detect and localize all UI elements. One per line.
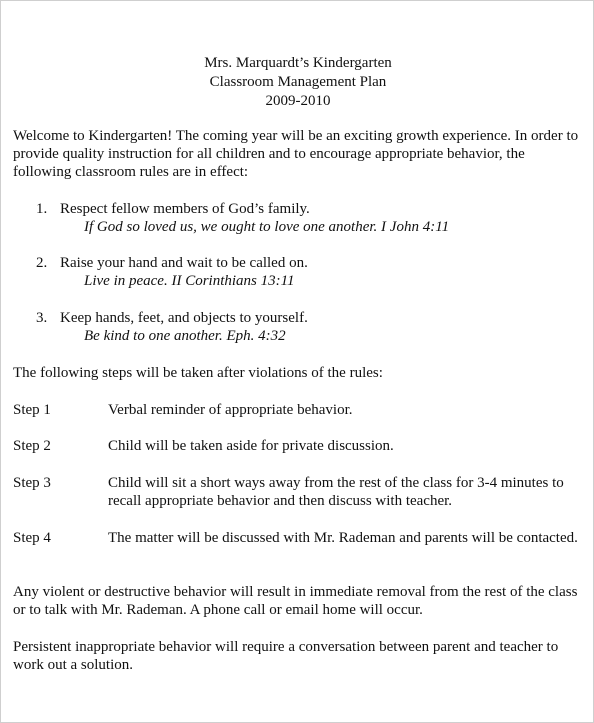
header-school-name: Mrs. Marquardt’s Kindergarten [204, 55, 392, 71]
rule-1-text: Respect fellow members of God’s family. [60, 201, 310, 217]
persistent-behavior-note: Persistent inappropriate behavior will require a conversation between parent and teacher to work out a solution. [13, 639, 559, 673]
violent-behavior-note: Any violent or destructive behavior will result in immediate removal from the rest of the class or to talk with Mr. Rademan. A phone call or email home will occur. [13, 584, 578, 618]
rule-1-number: 1. [36, 201, 48, 217]
step-4-label: Step 4 [13, 530, 51, 546]
step-3-label: Step 3 [13, 475, 51, 491]
rule-3-verse: Be kind to one another. Eph. 4:32 [84, 328, 286, 344]
intro-paragraph: Welcome to Kindergarten! The coming year will be an exciting growth experience. In order to provide quality instruction for all children and to encourage appropriate behavior, the following classroom rules are in effect: [13, 128, 579, 180]
steps-intro: The following steps will be taken after violations of the rules: [13, 365, 383, 381]
step-1-text: Verbal reminder of appropriate behavior. [108, 402, 353, 418]
rule-2-verse: Live in peace. II Corinthians 13:11 [84, 273, 295, 289]
step-2-text: Child will be taken aside for private discussion. [108, 438, 394, 454]
rule-2-text: Raise your hand and wait to be called on. [60, 255, 308, 271]
header-plan-title: Classroom Management Plan [209, 74, 387, 90]
rule-2-number: 2. [36, 255, 48, 271]
rule-1-verse: If God so loved us, we ought to love one another. I John 4:11 [84, 219, 450, 235]
step-1-label: Step 1 [13, 402, 51, 418]
rule-3-text: Keep hands, feet, and objects to yourself. [60, 310, 308, 326]
step-4-text: The matter will be discussed with Mr. Rademan and parents will be contacted. [108, 530, 578, 546]
step-2-label: Step 2 [13, 438, 51, 454]
header-school-year: 2009-2010 [265, 93, 331, 109]
step-3-text: Child will sit a short ways away from the rest of the class for 3-4 minutes to recall appropriate behavior and then discuss with teacher. [108, 475, 564, 509]
rule-3-number: 3. [36, 310, 48, 326]
